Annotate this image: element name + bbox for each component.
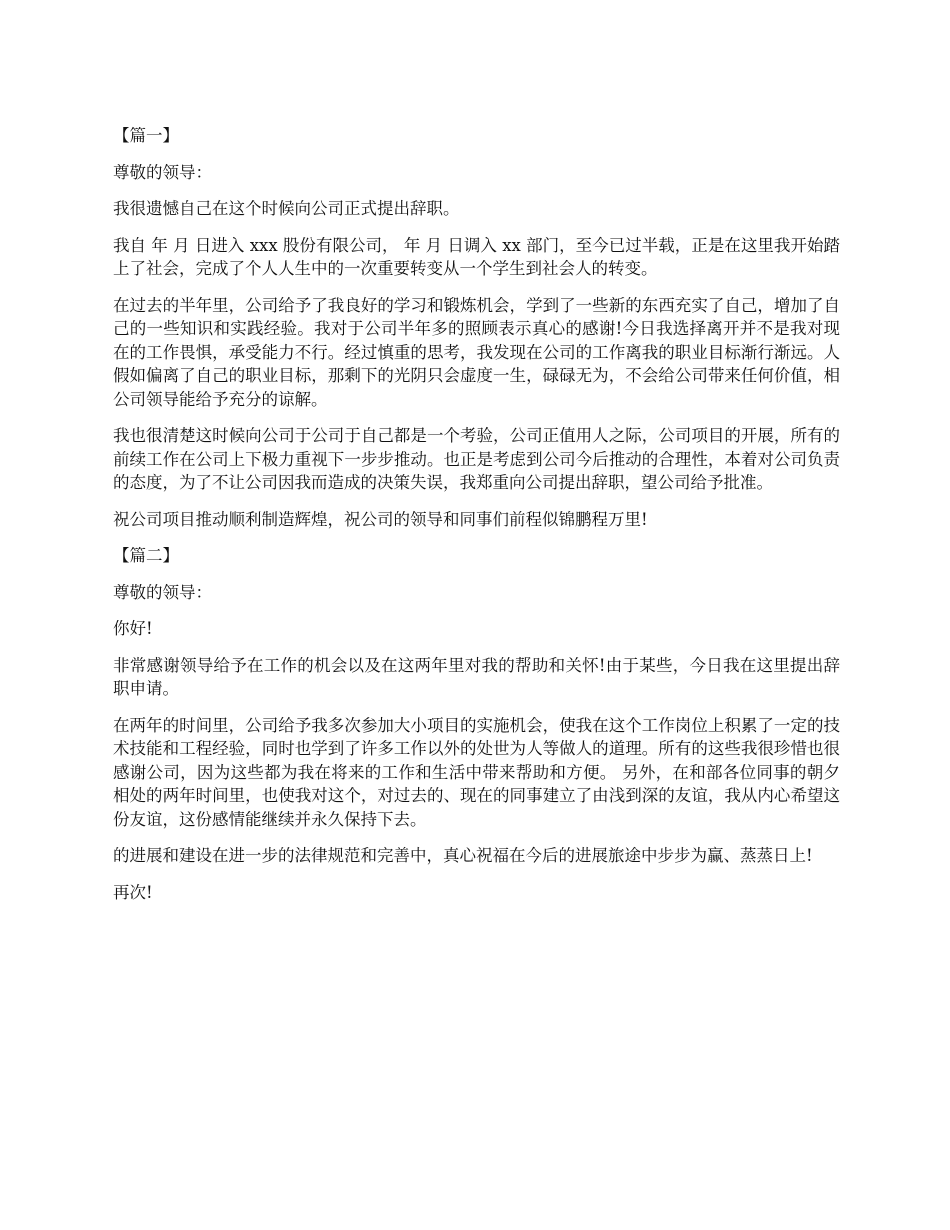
paragraph: 在两年的时间里，公司给予我多次参加大小项目的实施机会，使我在这个工作岗位上积累了一定的技术技能和工程经验，同时也学到了许多工作以外的处世为人等做人的道理。所有的这些我很珍惜也很感谢公司，因为这些都为我在将来的工作和生活中带来帮助和方便。 另外，在和部各位同事的朝夕相处的两年时间里，也使我对这个，对过去的、现在的同事建立了由浅到深的友谊，我从内心希望这份友谊，这份感情能继续并永久保持下去。 [113,715,840,829]
greeting: 你好! [113,619,153,638]
closing-wish-1: 祝公司项目推动顺利制造辉煌，祝公司的领导和同事们前程似锦鹏程万里! [113,509,648,529]
section-heading-2: 【篇二】 [113,546,179,565]
paragraph: 我自 年 月 日进入 xxx 股份有限公司， 年 月 日调入 xx 部门，至今已过半载，正是在这里我开始踏上了社会，完成了个人人生中的一次重要转变从一个学生到社会人的转变。 [113,235,840,278]
salutation-1: 尊敬的领导： [113,162,212,182]
document-body [113,124,840,917]
paragraph: 非常感谢领导给予在工作的机会以及在这两年里对我的帮助和关怀!由于某些，今日我在这里提出辞职申请。 [113,655,840,698]
paragraph: 在过去的半年里，公司给予了我良好的学习和锻炼机会，学到了一些新的东西充实了自己，增加了自己的一些知识和实践经验。我对于公司半年多的照顾表示真心的感谢!今日我选择离开并不是我对现在的工作畏惧，承受能力不行。经过慎重的思考，我发现在公司的工作离我的职业目标渐行渐远。人假如偏离了自己的职业目标，那剩下的光阴只会虚度一生，碌碌无为，不会给公司带来任何价值，相公司领导能给予充分的谅解。 [113,295,840,409]
paragraph: 的进展和建设在进一步的法律规范和完善中，真心祝福在今后的进展旅途中步步为赢、蒸蒸日上! [113,846,813,865]
section-heading-1: 【篇一】 [113,126,179,145]
closing-line: 再次! [113,882,153,902]
salutation-2: 尊敬的领导： [113,582,212,602]
paragraph: 我很遗憾自己在这个时候向公司正式提出辞职。 [113,199,460,218]
paragraph: 我也很清楚这时候向公司于公司于自己都是一个考验，公司正值用人之际，公司项目的开展，所有的前续工作在公司上下极力重视下一步步推动。也正是考虑到公司今后推动的合理性，本着对公司负责的态度，为了不让公司因我而造成的决策失误，我郑重向公司提出辞职，望公司给予批准。 [113,426,840,492]
